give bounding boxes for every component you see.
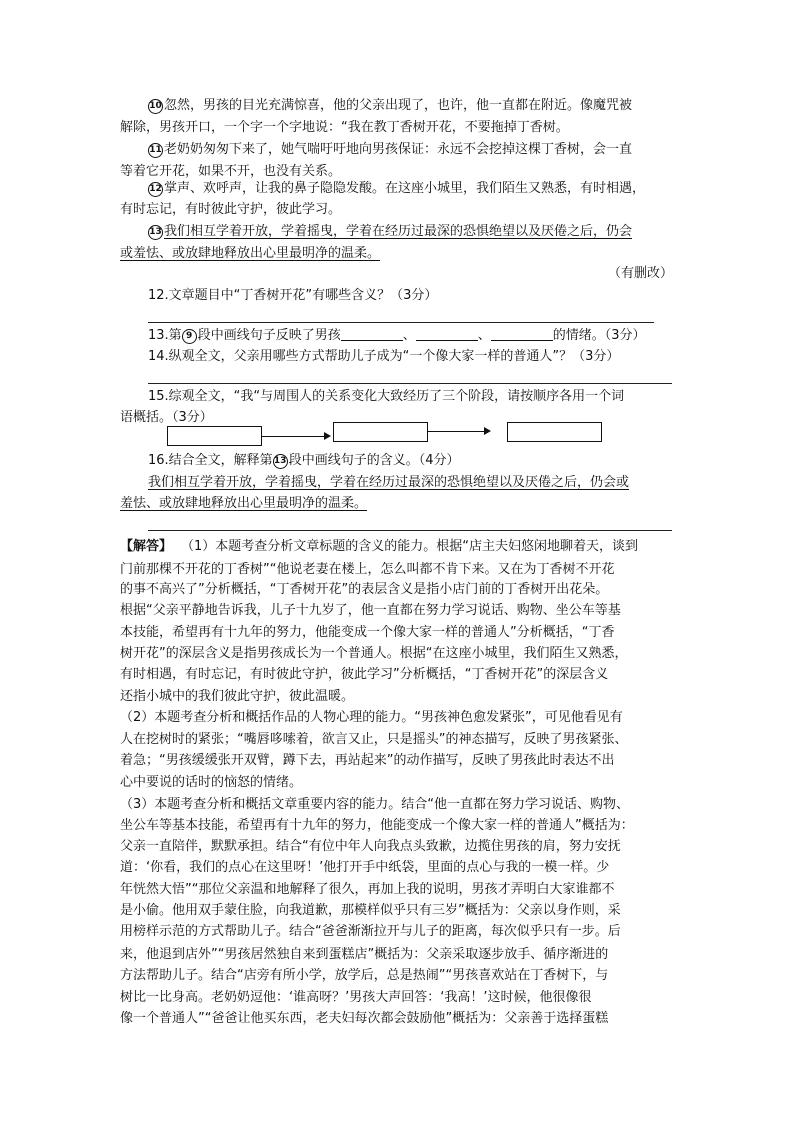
answer-line: 方法帮助儿子。结合“店旁有所小学，放学后，总是热闹”“男孩喜欢站在丁香树下，与 [120,968,609,983]
answer-line: 树开花”的深层含义是指男孩成长为一个普通人。根据“在这座小城里，我们陌生又熟悉， [120,646,628,661]
paragraph-13-line-2: 或羞怯、或放肆地释放出心里最明净的温柔。 [120,246,381,261]
answer-line: 来，他退到店外”“男孩居然独自来到蛋糕店”概括为：父亲采取逐步放手、循序渐进的 [120,947,609,962]
answer-line: 坐公车等基本技能，希望再有十九年的努力，他能变成一个像大家一样的普通人”概括为： [120,818,634,833]
blank-3[interactable] [491,328,553,341]
blank-2[interactable] [416,328,478,341]
paragraph-11-line-1: 11 老奶奶匆匆下来了，她气喘吁吁地向男孩保证：永远不会挖掉这棵丁香树，会一直 [149,142,633,157]
answer-line: 有时相遇，有时忘记，有时彼此守护，彼此学习”分析概括，“丁香树开花”的深层含义 [120,667,609,682]
arrow-1-head [324,432,331,440]
paragraph-12-line-2: 有时忘记，有时彼此守护，彼此学习。 [120,202,342,217]
arrow-2-line [428,431,484,432]
answer-line: 根据“父亲平静地告诉我，儿子十九岁了，他一直都在努力学习说话、购物、坐公车等基 [120,603,621,618]
answer-line: 用榜样示范的方式帮助儿子。结合“爸爸渐渐拉开与儿子的距离，每次似乎只有一步。后 [120,924,621,939]
question-13: 13.第 9 段中画线句子反映了男孩 、 、 的情绪。（3分） [148,328,646,343]
answer-line-16 [148,530,672,531]
question-16-quote-line-2: 羞怯、或放肆地释放出心里最明净的温柔。 [120,496,368,511]
answer-line: 门前那棵不开花的丁香树”“他说老妻在楼上，怎么叫都不肯下来。又在为丁香树不开花 [120,562,615,577]
blank-1[interactable] [341,328,403,341]
answer-line: 像一个普通人”“爸爸让他买东西，老夫妇每次都会鼓励他”概括为：父亲善于选择蛋糕 [120,1011,609,1026]
answer-line: 心中要说的话时的恼怒的情绪。 [120,775,303,790]
answer-line: 人在挖树时的紧张；“嘴唇哆嗦着，欲言又止，只是摇头”的神态描写，反映了男孩紧张、 [120,732,628,747]
question-15-line-2: 语概括。（3分） [120,410,213,425]
arrow-1-line [262,436,324,437]
question-16: 16.结合全文，解释第13 段中画线句子的含义。（4分） [148,453,460,468]
paragraph-10-line-2: 解除，男孩开口，一个字一个字地说：“我在教丁香树开花，不要拖掉丁香树。 [120,120,569,135]
paragraph-ref-9: 9 [182,329,197,344]
question-15-line-1: 15.综观全文，“我“与周围人的关系变化大致经历了三个阶段，请按顺序各用一个词 [148,389,625,404]
question-14: 14.纵观全文，父亲用哪些方式帮助儿子成为“一个像大家一样的普通人”？（3分） [148,349,620,364]
answer-line: 年恍然大悟”“那位父亲温和地解释了很久，再加上我的说明，男孩才弄明白大家谁都不 [120,882,615,897]
paragraph-10-line-1: 10 忽然，男孩的目光充满惊喜，他的父亲出现了，也许，他一直都在附近。像魔咒被 [149,98,633,113]
answer-line: 的事不高兴了”分析概括，“丁香树开花”的表层含义是指小店门前的丁香树开出花朵。 [120,582,609,597]
paragraph-13-line-1 [148,222,632,242]
arrow-2-head [484,427,491,435]
answer-line: 道：‘你看，我们的点心在这里呀！’他打开手中纸袋，里面的点心与我的一模一样。少 [120,860,610,875]
answer-label: 【解答】 [120,539,173,554]
answer-line-12 [148,322,654,323]
answer-line: 树比一比身高。老奶奶逗他：‘谁高呀？’男孩大声回答：‘我高！’这时候，他很像很 [120,990,592,1005]
answer-line: （2）本题考查分析和概括作品的人物心理的能力。“男孩神色愈发紧张”，可见他看见有 [120,710,623,725]
paragraph-number-10: 10 [148,99,163,114]
answer-line: 还指小城中的我们彼此守护，彼此温暖。 [120,689,355,704]
paragraph-ref-13: 13 [273,454,288,469]
answer-line: （1）本题考查分析文章标题的含义的能力。根据“店主夫妇悠闲地聊着天，谈到 [181,539,639,554]
question-12: 12.文章题目中“丁香树开花”有哪些含义？（3分） [148,288,438,303]
edit-note: （有删改） [608,266,674,281]
paragraph-12-line-1: 12 掌声、欢呼声，让我的鼻子隐隐发酸。在这座小城里，我们陌生又熟悉，有时相遇， [149,181,646,196]
answer-line: 父亲一直陪伴，默默承担。结合“有位中年人向我点头致歉，边揽住男孩的肩，努力安抚 [120,839,621,854]
stage-box-1[interactable] [167,426,262,446]
answer-line: 是小偷。他用双手蒙住脸，向我道歉，那模样似乎只有三岁”概括为：父亲以身作则，采 [120,903,621,918]
stage-box-2[interactable] [333,422,428,442]
answer-line: 着急；“男孩缓缓张开双臂，蹲下去，再站起来”的动作描写，反映了男孩此时表达不出 [120,753,615,768]
question-16-quote-line-1: 我们相互学着开放，学着摇曳，学着在经历过最深的恐惧绝望以及厌倦之后，仍会或 [148,475,630,490]
answer-line: 本技能，希望再有十九年的努力，他能变成一个像大家一样的普通人”分析概括，“丁香 [120,625,615,640]
stage-box-3[interactable] [507,422,602,442]
underlined-sentence: 我们相互学着开放，学着摇曳，学着在经历过最深的恐惧绝望以及厌倦之后，仍会 [164,224,633,239]
paragraph-number-11: 11 [148,143,163,158]
answer-line-14 [148,383,672,384]
paragraph-number-12: 12 [148,182,163,197]
paragraph-number-13: 13 [148,225,163,240]
answer-line: （3）本题考查分析和概括文章重要内容的能力。结合“他一直都在努力学习说话、购物、 [120,797,630,812]
paragraph-11-line-2: 等着它开花，如果不开，也没有关系。 [120,164,342,179]
